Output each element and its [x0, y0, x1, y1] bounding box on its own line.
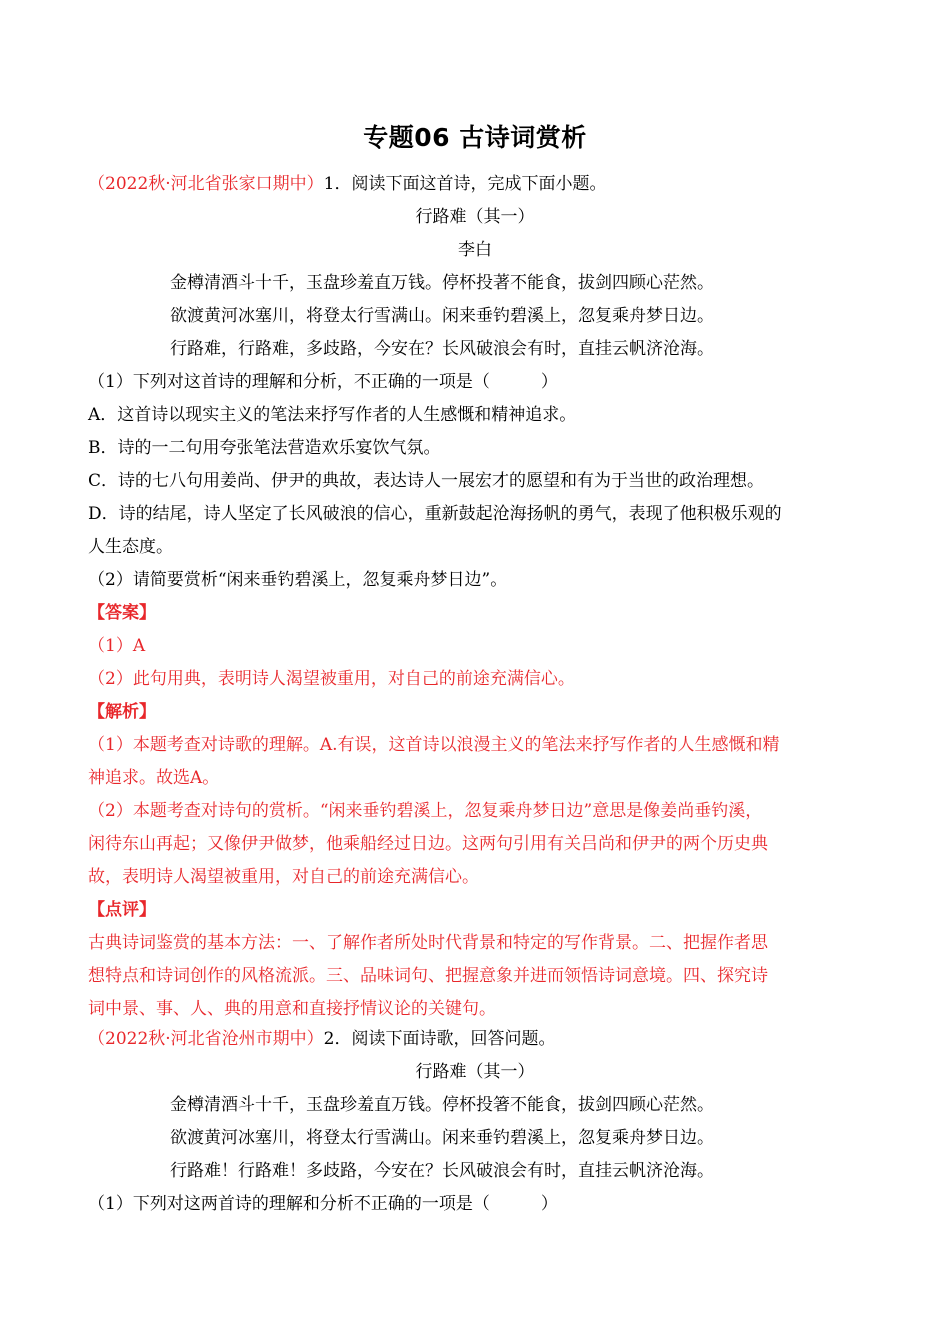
option-d: D．诗的结尾，诗人坚定了长风破浪的信心，重新鼓起沧海扬帆的勇气，表现了他积极乐观的 — [88, 504, 782, 524]
answer-tag: 【答案】 — [88, 603, 156, 623]
poem-1-line: 金樽清酒斗十千，玉盘珍羞直万钱。停杯投著不能食，拔剑四顾心茫然。 — [170, 273, 714, 293]
question-1-prompt: 1．阅读下面这首诗，完成下面小题。 — [323, 174, 607, 194]
question-1-source: （2022秋·河北省张家口期中） — [88, 174, 324, 194]
question-2-prompt: 2．阅读下面诗歌，回答问题。 — [323, 1029, 556, 1049]
poem-2-line: 行路难！行路难！多歧路，今安在？长风破浪会有时，直挂云帆济沧海。 — [170, 1161, 714, 1181]
question-1-sub-1: （1）下列对这首诗的理解和分析，不正确的一项是（ ） — [88, 372, 558, 392]
option-c: C．诗的七八句用姜尚、伊尹的典故，表达诗人一展宏才的愿望和有为于当世的政治理想。 — [88, 471, 765, 491]
comment-line: 想特点和诗词创作的风格流派。三、品味词句、把握意象并进而领悟诗词意境。四、探究诗 — [88, 966, 768, 986]
analysis-line: （2）本题考查对诗句的赏析。“闲来垂钓碧溪上，忽复乘舟梦日边”意思是像姜尚垂钓溪， — [88, 801, 763, 821]
comment-line: 古典诗词鉴赏的基本方法：一、了解作者所处时代背景和特定的写作背景。二、把握作者思 — [88, 933, 768, 953]
analysis-tag: 【解析】 — [88, 702, 156, 722]
question-2-source: （2022秋·河北省沧州市期中） — [88, 1029, 324, 1049]
analysis-line: （1）本题考查对诗歌的理解。A.有误，这首诗以浪漫主义的笔法来抒写作者的人生感慨和精 — [88, 735, 780, 755]
comment-line: 词中景、事、人、典的用意和直接抒情议论的关键句。 — [88, 999, 496, 1019]
analysis-line: 神追求。故选A。 — [88, 768, 220, 788]
question-1-sub-2: （2）请简要赏析“闲来垂钓碧溪上，忽复乘舟梦日边”。 — [88, 570, 508, 590]
poem-1-title: 行路难（其一） — [415, 207, 535, 227]
option-b: B．诗的一二句用夸张笔法营造欢乐宴饮气氛。 — [88, 438, 441, 458]
poem-2-line: 金樽清酒斗十千，玉盘珍羞直万钱。停杯投箸不能食，拔剑四顾心茫然。 — [170, 1095, 714, 1115]
poem-2-title: 行路难（其一） — [415, 1062, 535, 1082]
question-1-header — [88, 172, 878, 196]
poem-1-author: 李白 — [458, 240, 492, 260]
poem-1-line: 行路难，行路难，多歧路，今安在？长风破浪会有时，直挂云帆济沧海。 — [170, 339, 714, 359]
analysis-line: 闲待东山再起；又像伊尹做梦，他乘船经过日边。这两句引用有关吕尚和伊尹的两个历史典 — [88, 834, 768, 854]
answer-line: （1）A — [88, 636, 146, 656]
question-2-sub-1: （1）下列对这两首诗的理解和分析不正确的一项是（ ） — [88, 1194, 558, 1214]
poem-2-line: 欲渡黄河冰塞川，将登太行雪满山。闲来垂钓碧溪上，忽复乘舟梦日边。 — [170, 1128, 714, 1148]
page-title: 专题06 古诗词赏析 — [363, 123, 587, 152]
option-a: A．这首诗以现实主义的笔法来抒写作者的人生感慨和精神追求。 — [88, 405, 577, 425]
poem-1-line: 欲渡黄河冰塞川，将登太行雪满山。闲来垂钓碧溪上，忽复乘舟梦日边。 — [170, 306, 714, 326]
option-d-continued: 人生态度。 — [88, 537, 173, 557]
comment-tag: 【点评】 — [88, 900, 156, 920]
analysis-line: 故，表明诗人渴望被重用，对自己的前途充满信心。 — [88, 867, 479, 887]
answer-line: （2）此句用典，表明诗人渴望被重用，对自己的前途充满信心。 — [88, 669, 575, 689]
question-2-header — [88, 1027, 878, 1051]
